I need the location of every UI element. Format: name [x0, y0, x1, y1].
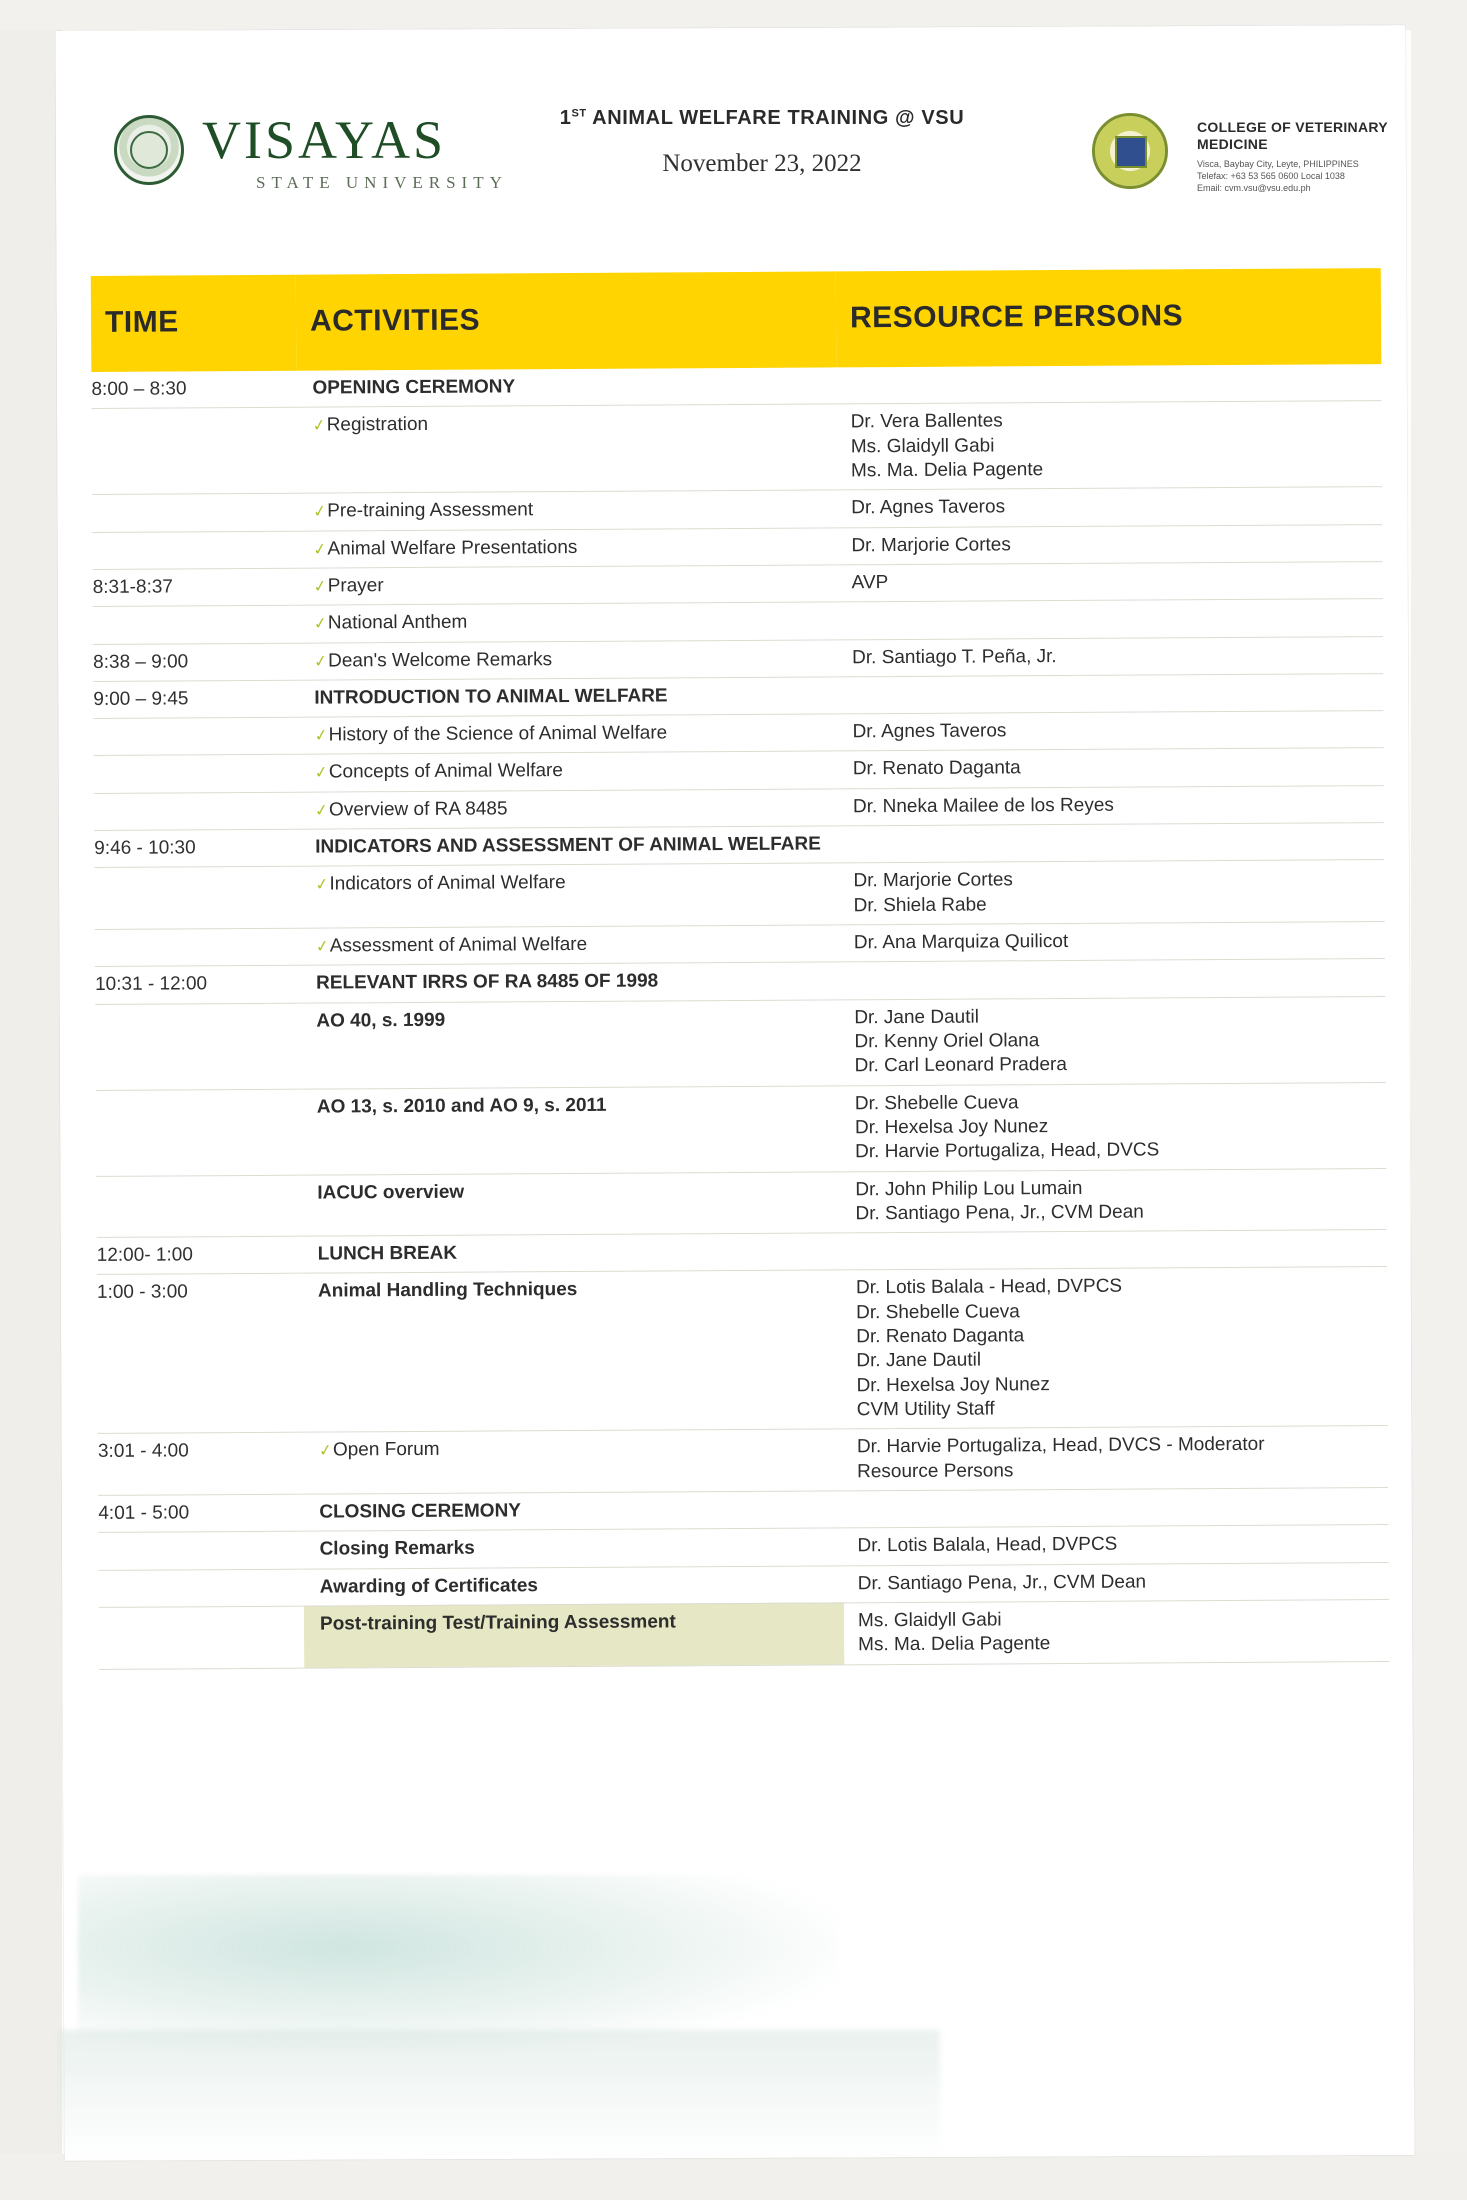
cell-activity — [298, 602, 838, 643]
activity-label: Pre-training Assessment — [327, 499, 534, 522]
cell-resource-persons — [839, 748, 1384, 789]
resource-person: Dr. Agnes Taveros — [851, 496, 1006, 519]
cell-time — [93, 605, 298, 644]
title-ordinal-suffix: ST — [571, 107, 587, 120]
table-row — [99, 1599, 1389, 1669]
scan-smudge-lower — [60, 2030, 940, 2160]
table-body — [91, 364, 1389, 1669]
check-mark-icon: ✓ — [314, 876, 330, 895]
cell-activity — [297, 404, 838, 493]
cell-time — [92, 531, 297, 570]
cell-time — [94, 792, 299, 831]
cell-activity — [299, 863, 839, 928]
cell-activity — [301, 1085, 842, 1174]
resource-person: Dr. Harvie Portugaliza, Head, DVCS - Moderator — [856, 1434, 1265, 1458]
table-row — [97, 1267, 1388, 1434]
title-rest: ANIMAL WELFARE TRAINING @ VSU — [586, 107, 965, 129]
cell-activity — [300, 962, 840, 1003]
cell-resource-persons — [841, 1082, 1387, 1171]
cell-resource-persons — [838, 599, 1383, 640]
cell-activity — [304, 1603, 844, 1668]
table-row — [96, 1168, 1386, 1238]
cell-activity — [300, 1000, 841, 1089]
resource-person: Dr. Renato Daganta — [856, 1325, 1025, 1348]
schedule-table-wrap — [91, 268, 1389, 1669]
check-mark-icon: ✓ — [312, 614, 329, 634]
cell-resource-persons — [841, 1168, 1386, 1233]
college-block — [1197, 119, 1437, 194]
cell-activity — [298, 677, 838, 718]
cell-resource-persons — [837, 487, 1382, 528]
table-row — [94, 860, 1384, 930]
cell-activity — [298, 565, 838, 606]
resource-person: Ms. Ma. Delia Pagente — [858, 1633, 1051, 1656]
cell-activity — [297, 490, 837, 531]
scan-edge-bottom — [0, 2154, 1467, 2200]
cell-resource-persons — [836, 364, 1381, 404]
cell-resource-persons — [844, 1599, 1389, 1664]
activity-label: CLOSING CEREMONY — [319, 1500, 521, 1523]
cell-resource-persons — [839, 785, 1384, 826]
cell-resource-persons — [840, 922, 1385, 963]
check-mark-icon: ✓ — [311, 502, 328, 522]
resource-person: Dr. John Philip Lou Lumain — [855, 1177, 1083, 1200]
cell-resource-persons — [840, 959, 1385, 1000]
activity-label: Animal Welfare Presentations — [327, 536, 578, 560]
cell-resource-persons — [840, 996, 1386, 1085]
cell-activity — [303, 1429, 843, 1494]
resource-person: Ms. Ma. Delia Pagente — [850, 459, 1044, 482]
cell-time — [94, 755, 299, 794]
resource-person: Dr. Santiago Pena, Jr., CVM Dean — [857, 1571, 1147, 1594]
cell-resource-persons — [843, 1525, 1388, 1566]
table-header-row — [91, 268, 1382, 372]
check-mark-icon: ✓ — [312, 540, 328, 560]
cell-activity — [303, 1528, 843, 1569]
cell-time — [98, 1531, 303, 1570]
check-mark-icon: ✓ — [311, 417, 328, 436]
cell-resource-persons — [843, 1487, 1388, 1528]
table-row — [92, 401, 1383, 495]
check-mark-icon: ✓ — [312, 577, 329, 597]
resource-person: Ms. Glaidyll Gabi — [850, 435, 995, 457]
resource-person: Dr. Marjorie Cortes — [853, 869, 1013, 892]
college-name — [1197, 119, 1437, 153]
cell-time — [93, 717, 298, 756]
document-header — [62, 105, 1392, 235]
activity-label: Indicators of Animal Welfare — [329, 872, 566, 895]
cell-activity — [299, 789, 839, 830]
cell-time — [94, 867, 299, 930]
cell-resource-persons — [843, 1426, 1388, 1491]
check-mark-icon: ✓ — [317, 1442, 334, 1461]
cell-time: 8:00 – 8:30 — [91, 371, 296, 409]
activity-label: OPENING CEREMONY — [312, 376, 516, 399]
activity-label: Open Forum — [332, 1439, 440, 1461]
resource-person: Resource Persons — [857, 1459, 1014, 1482]
table-row — [95, 996, 1386, 1090]
activity-label: Closing Remarks — [319, 1537, 475, 1560]
cell-activity — [298, 639, 838, 680]
scan-edge-right — [1411, 0, 1467, 2200]
vsu-wordmark — [202, 110, 532, 193]
cell-time: 10:31 - 12:00 — [95, 966, 300, 1005]
activity-label: LUNCH BREAK — [317, 1242, 458, 1265]
activity-label: Post-training Test/Training Assessment — [319, 1611, 676, 1635]
title-ordinal: 1 — [559, 107, 572, 129]
activity-label: National Anthem — [327, 611, 468, 634]
activity-label: INTRODUCTION TO ANIMAL WELFARE — [314, 685, 668, 709]
cell-time — [96, 1089, 302, 1176]
activity-label: RELEVANT IRRS OF RA 8485 OF 1998 — [316, 970, 659, 994]
cell-activity — [302, 1270, 843, 1432]
cell-resource-persons — [838, 711, 1383, 752]
cell-time: 12:00- 1:00 — [97, 1236, 302, 1275]
table-row — [98, 1426, 1388, 1496]
resource-person: Dr. Lotis Balala - Head, DVPCS — [855, 1276, 1123, 1299]
resource-person: Dr. Jane Dautil — [856, 1349, 982, 1372]
resource-person: Dr. Carl Leonard Pradera — [854, 1054, 1067, 1077]
cell-activity — [303, 1491, 843, 1532]
activity-label: Animal Handling Techniques — [317, 1279, 578, 1303]
cell-resource-persons — [838, 561, 1383, 602]
college-name-line1: COLLEGE OF VETERINARY — [1197, 119, 1388, 135]
table-row — [96, 1082, 1387, 1176]
cell-activity — [299, 826, 839, 867]
cell-activity — [297, 527, 837, 568]
cell-resource-persons — [837, 524, 1382, 565]
cell-activity — [300, 925, 840, 966]
cell-activity — [301, 1171, 841, 1236]
page-title — [492, 107, 1032, 130]
check-mark-icon: ✓ — [313, 764, 330, 783]
cell-resource-persons — [842, 1267, 1388, 1429]
resource-person: Dr. Renato Daganta — [852, 757, 1021, 780]
resource-person: Dr. Kenny Oriel Olana — [854, 1030, 1040, 1053]
cell-activity — [296, 367, 836, 407]
check-mark-icon: ✓ — [314, 937, 331, 957]
activity-label: IACUC overview — [317, 1181, 465, 1204]
cell-activity — [304, 1565, 844, 1606]
resource-person: Dr. Marjorie Cortes — [851, 533, 1011, 556]
cell-time: 1:00 - 3:00 — [97, 1274, 303, 1434]
college-email: Email: cvm.vsu@vsu.edu.ph — [1197, 182, 1311, 193]
table-header — [91, 268, 1382, 372]
resource-person: Dr. Santiago Pena, Jr., CVM Dean — [855, 1201, 1144, 1225]
resource-person: Dr. Agnes Taveros — [852, 720, 1007, 743]
resource-person: Ms. Glaidyll Gabi — [857, 1609, 1002, 1632]
cell-time: 3:01 - 4:00 — [98, 1432, 303, 1495]
scan-edge-left — [0, 0, 62, 2200]
resource-person: Dr. Shebelle Cueva — [854, 1091, 1019, 1114]
activity-label: AO 40, s. 1999 — [316, 1009, 446, 1032]
resource-person: Dr. Shebelle Cueva — [856, 1301, 1020, 1324]
cell-resource-persons — [838, 636, 1383, 677]
resource-person: Dr. Jane Dautil — [854, 1006, 979, 1028]
resource-person: Dr. Ana Marquiza Quilicot — [853, 930, 1069, 954]
cell-resource-persons — [838, 673, 1383, 714]
check-mark-icon: ✓ — [313, 726, 330, 746]
resource-person: Dr. Santiago T. Peña, Jr. — [852, 645, 1057, 668]
activity-label: Dean's Welcome Remarks — [328, 648, 553, 672]
cell-activity — [298, 714, 838, 755]
college-telefax: Telefax: +63 53 565 0600 Local 1038 — [1197, 170, 1345, 181]
cell-resource-persons — [837, 401, 1383, 490]
college-contact — [1197, 158, 1437, 194]
activity-label: INDICATORS AND ASSESSMENT OF ANIMAL WELFARE — [315, 833, 821, 858]
cell-resource-persons — [844, 1562, 1389, 1603]
cell-resource-persons — [839, 860, 1384, 925]
cell-time — [96, 1175, 301, 1238]
column-header-time: TIME — [91, 275, 297, 372]
cell-activity — [299, 751, 839, 792]
activity-label: Prayer — [327, 575, 384, 597]
cell-time: 8:38 – 9:00 — [93, 643, 298, 682]
cvm-seal-icon — [1092, 113, 1168, 189]
column-header-activities: ACTIVITIES — [296, 271, 837, 370]
college-address: Visca, Baybay City, Leyte, PHILIPPINES — [1197, 158, 1359, 169]
check-mark-icon: ✓ — [313, 801, 330, 821]
resource-person: CVM Utility Staff — [856, 1398, 995, 1421]
activity-label: Overview of RA 8485 — [328, 798, 508, 821]
cell-time: 4:01 - 5:00 — [98, 1494, 303, 1533]
cell-time — [95, 1003, 301, 1090]
cell-time — [99, 1606, 304, 1669]
vsu-wordmark-sub: STATE UNIVERSITY — [256, 173, 508, 192]
vsu-seal-icon — [114, 115, 184, 185]
resource-person: Dr. Hexelsa Joy Nunez — [856, 1373, 1050, 1396]
event-date: November 23, 2022 — [662, 150, 862, 177]
cell-time — [92, 493, 297, 532]
cell-time — [99, 1569, 304, 1608]
college-name-line2: MEDICINE — [1197, 135, 1268, 152]
cell-time: 9:46 - 10:30 — [94, 829, 299, 868]
cell-resource-persons — [839, 823, 1384, 864]
activity-label: Assessment of Animal Welfare — [329, 933, 588, 957]
resource-person: Dr. Lotis Balala, Head, DVPCS — [857, 1533, 1118, 1557]
cell-time: 8:31-8:37 — [93, 568, 298, 607]
schedule-table — [91, 268, 1389, 1669]
check-mark-icon: ✓ — [312, 652, 329, 671]
resource-person: Dr. Shiela Rabe — [853, 894, 987, 916]
resource-person: Dr. Hexelsa Joy Nunez — [854, 1115, 1049, 1139]
activity-label: History of the Science of Animal Welfare — [328, 722, 668, 746]
cell-time: 9:00 – 9:45 — [93, 680, 298, 719]
resource-person: AVP — [851, 571, 889, 594]
title-block — [492, 107, 1032, 178]
scan-smudge — [78, 1875, 838, 2055]
resource-person: Dr. Harvie Portugaliza, Head, DVCS — [855, 1139, 1160, 1163]
cell-time — [92, 408, 298, 495]
activity-label: AO 13, s. 2010 and AO 9, s. 2011 — [316, 1094, 607, 1118]
cell-activity — [302, 1233, 842, 1274]
cell-time — [95, 928, 300, 967]
resource-person: Dr. Vera Ballentes — [850, 410, 1003, 433]
activity-label: Concepts of Animal Welfare — [328, 760, 563, 783]
activity-label: Awarding of Certificates — [319, 1574, 539, 1598]
cell-resource-persons — [842, 1230, 1387, 1271]
column-header-resource-persons: RESOURCE PERSONS — [836, 268, 1382, 367]
vsu-wordmark-main: VISAYAS — [202, 110, 447, 170]
activity-label: Registration — [326, 414, 429, 436]
resource-person: Dr. Nneka Mailee de los Reyes — [852, 794, 1114, 818]
